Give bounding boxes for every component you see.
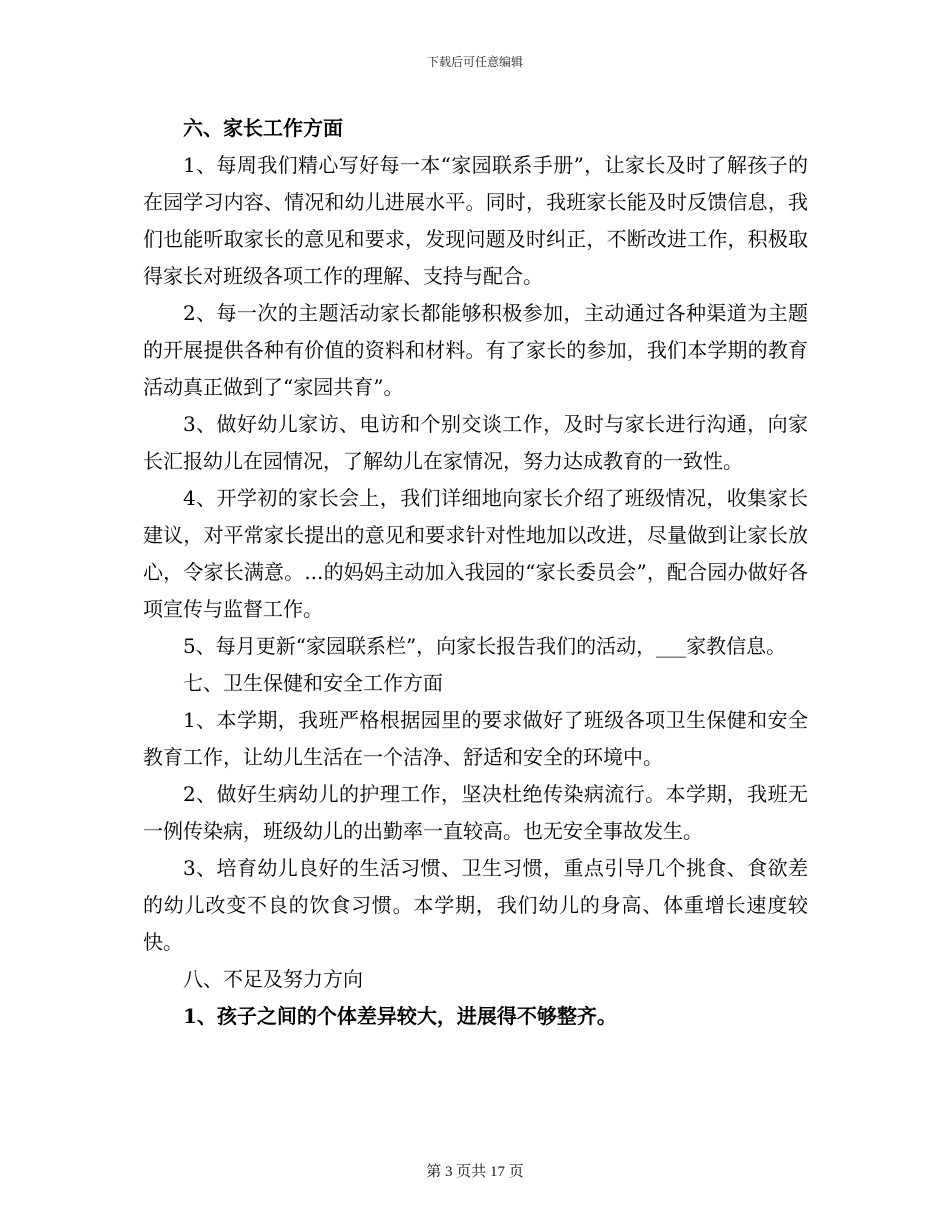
section-heading-parent-work: 六、家长工作方面 [183,116,343,140]
document-body [143,110,808,1035]
paragraph: 1、每周我们精心写好每一本“家园联系手册”，让家长及时了解孩子的在园学习内容、情况和幼儿进展水平。同时，我班家长能及时反馈信息，我们也能听取家长的意见和要求，发现问题及时纠正，不断改进工作，积极取得家长对班级各项工作的理解、支持与配合。 [143,153,808,288]
paragraph: 2、每一次的主题活动家长都能够积极参加，主动通过各种渠道为主题的开展提供各种有价值的资料和材料。有了家长的参加，我们本学期的教育活动真正做到了“家园共育”。 [143,301,808,399]
paragraph: 3、做好幼儿家访、电访和个别交谈工作，及时与家长进行沟通，向家长汇报幼儿在园情况，了解幼儿在家情况，努力达成教育的一致性。 [143,412,808,473]
page-header-note: 下载后可任意编辑 [426,55,523,69]
page-number: 第 3 页共 17 页 [426,1164,524,1180]
paragraph: 2、做好生病幼儿的护理工作，坚决杜绝传染病流行。本学期，我班无一例传染病，班级幼儿的出勤率一直较高。也无安全事故发生。 [143,782,808,843]
section-heading-health-safety: 七、卫生保健和安全工作方面 [183,671,443,695]
paragraph: 5、每月更新“家园联系栏”，向家长报告我们的活动，___家教信息。 [183,634,787,658]
paragraph: 4、开学初的家长会上，我们详细地向家长介绍了班级情况，收集家长建议，对平常家长提出的意见和要求针对性地加以改进，尽量做到让家长放心，令家长满意。...的妈妈主动加入我园的“家长委员会”，配合园办做好各项宣传与监督工作。 [143,486,808,621]
paragraph: 1、本学期，我班严格根据园里的要求做好了班级各项卫生保健和安全教育工作，让幼儿生活在一个洁净、舒适和安全的环境中。 [143,708,808,769]
section-heading-shortcomings: 八、不足及努力方向 [183,967,363,991]
paragraph-bold: 1、孩子之间的个体差异较大，进展得不够整齐。 [183,1004,617,1028]
paragraph: 3、培育幼儿良好的生活习惯、卫生习惯，重点引导几个挑食、食欲差的幼儿改变不良的饮食习惯。本学期，我们幼儿的身高、体重增长速度较快。 [143,856,808,954]
